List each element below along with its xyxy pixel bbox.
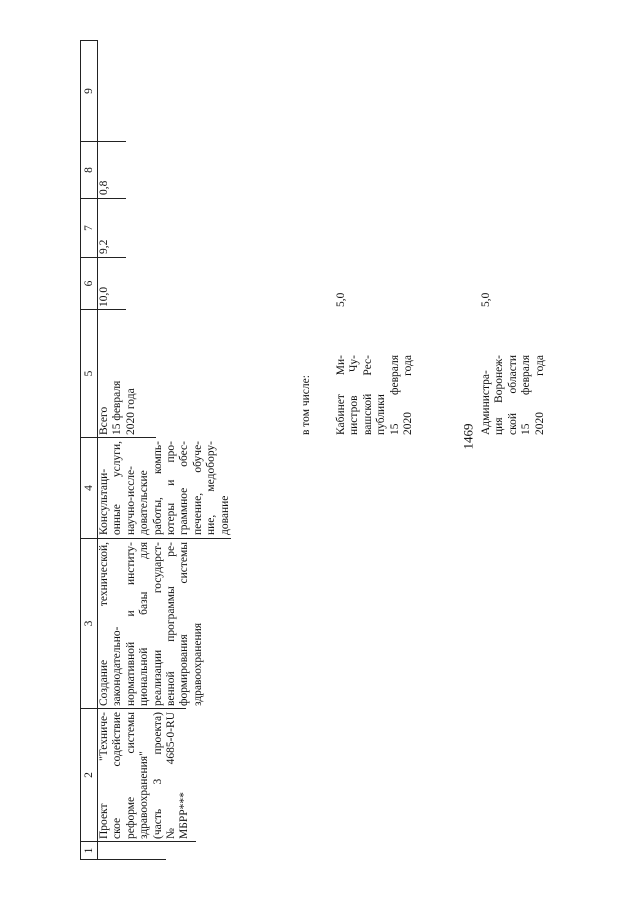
amount-col8-cell: 0,8 (98, 180, 110, 195)
col-divider-3-4 (96, 538, 231, 539)
sub-row-chuvashia-deadline: Кабинет Ми- нистров Чу- вашской Рес- публики 15 февраля 2020 года (335, 355, 415, 435)
col-divider-4-5 (96, 437, 156, 438)
header-cell-2: 2 (81, 709, 97, 842)
project-activities-cell: Консультаци- онные услуги, научно-иссле- довательские работы, компь- ютеры и про- граммное обес- печение, обуче- ние, медобору- дование (98, 441, 231, 535)
header-cell-3: 3 (81, 539, 97, 709)
col-divider-5-6 (96, 309, 126, 310)
col-divider-1-2 (96, 841, 196, 842)
page-number: 1469 (460, 423, 476, 450)
table-header-row (80, 40, 98, 860)
amount-col7-cell: 9,2 (98, 239, 110, 254)
header-cell-5: 5 (81, 310, 97, 438)
col-divider-6-7 (96, 257, 126, 258)
col-divider-8-9 (96, 141, 126, 142)
header-cell-1: 1 (81, 842, 97, 860)
header-cell-7: 7 (81, 199, 97, 258)
header-cell-6: 6 (81, 258, 97, 310)
header-cell-9: 9 (81, 40, 97, 142)
col-divider-left (96, 859, 166, 860)
col-divider-7-8 (96, 198, 126, 199)
header-cell-4: 4 (81, 438, 97, 539)
rotated-table (80, 40, 640, 860)
subtotal-heading: в том числе: (300, 375, 312, 435)
header-cell-8: 8 (81, 142, 97, 199)
sub-row-voronezh-deadline: Администра- ция Воронеж- ской области 15 февраля 2020 года (480, 355, 546, 435)
project-goal-cell: Создание технической, законодательно- нормативной и институ- циональной базы для реализации государст- венной программы ре- формирования системы здравоохранения (98, 542, 204, 706)
col-divider-2-3 (96, 708, 186, 709)
sub-row-chuvashia-amount: 5,0 (335, 292, 347, 307)
project-name-cell: Проект "Техниче- ское содействие реформе системы здравоохранения" (часть 3 проекта) № 4685-0-RU МБРР*** (98, 712, 191, 839)
project-deadline-cell: Всего 15 февраля 2020 года (98, 380, 137, 435)
total-amount-cell: 10,0 (98, 286, 110, 307)
sub-row-voronezh-amount: 5,0 (480, 292, 492, 307)
